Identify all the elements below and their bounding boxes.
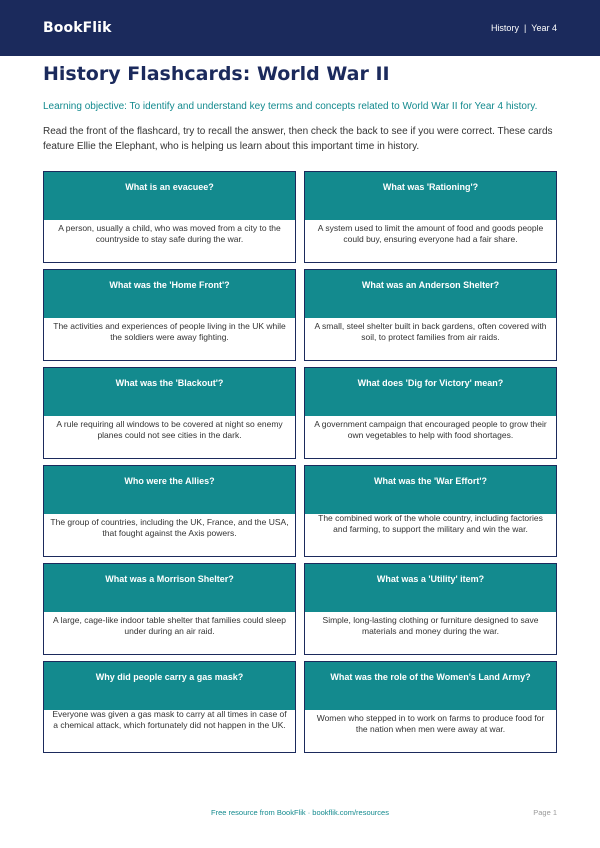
flashcard-back: A system used to limit the amount of food and goods people could buy, ensuring everyone had a fair share. xyxy=(317,223,544,244)
flashcard-front: What was an Anderson Shelter? xyxy=(305,270,556,318)
page-header xyxy=(0,0,600,56)
flashcard-front: What was the role of the Women's Land Army? xyxy=(305,662,556,710)
flashcard[interactable] xyxy=(43,563,296,655)
flashcard-back: A large, cage-like indoor table shelter that families could sleep under during an air raid. xyxy=(53,615,286,636)
flashcard-front: Why did people carry a gas mask? xyxy=(44,662,295,710)
flashcard-front: What was the 'Home Front'? xyxy=(44,270,295,318)
flashcard[interactable] xyxy=(304,563,557,655)
flashcard[interactable] xyxy=(304,171,557,263)
flashcard-back: A person, usually a child, who was moved from a city to the countryside to stay safe during the war. xyxy=(58,223,281,244)
flashcard-back: A rule requiring all windows to be covered at night so enemy planes could not see cities in the dark. xyxy=(56,419,283,440)
flashcard-front: What was a Morrison Shelter? xyxy=(44,564,295,612)
flashcard-front: What was the 'Blackout'? xyxy=(44,368,295,416)
flashcard[interactable] xyxy=(304,269,557,361)
breadcrumb-year: Year 4 xyxy=(531,23,557,33)
page-footer xyxy=(0,808,600,820)
flashcard-back: Women who stepped in to work on farms to produce food for the nation when men were away at war. xyxy=(316,713,545,734)
flashcard-back: The combined work of the whole country, including factories and farming, to support the military and win the war. xyxy=(318,513,543,534)
flashcard-front: Who were the Allies? xyxy=(44,466,295,514)
flashcard-front: What does 'Dig for Victory' mean? xyxy=(305,368,556,416)
page-title: History Flashcards: World War II xyxy=(43,63,390,85)
flashcard[interactable] xyxy=(304,465,557,557)
intro-text: Read the front of the flashcard, try to recall the answer, then check the back to see if you were correct. These cards feature Ellie the Elephant, who is helping us learn about this important time in history. xyxy=(43,126,553,152)
page-number: Page 1 xyxy=(533,808,557,817)
flashcard-front: What was 'Rationing'? xyxy=(305,172,556,220)
flashcard[interactable] xyxy=(43,367,296,459)
flashcard-back: The group of countries, including the UK, France, and the USA, that fought against the Axis powers. xyxy=(50,517,289,538)
flashcard[interactable] xyxy=(43,465,296,557)
flashcard-back: A small, steel shelter built in back gardens, often covered with soil, to protect families from air raids. xyxy=(314,321,547,342)
flashcard[interactable] xyxy=(43,171,296,263)
footer-resource-link[interactable]: Free resource from BookFlik · bookflik.com/resources xyxy=(211,808,389,817)
flashcard-front: What was the 'War Effort'? xyxy=(305,466,556,514)
breadcrumb-separator: | xyxy=(523,23,527,33)
flashcard-back: The activities and experiences of people living in the UK while the soldiers were away fighting. xyxy=(53,321,286,342)
breadcrumb xyxy=(491,23,557,33)
breadcrumb-subject: History xyxy=(490,23,519,33)
flashcard[interactable] xyxy=(43,661,296,753)
flashcard-front: What is an evacuee? xyxy=(44,172,295,220)
learning-objective: Learning objective: To identify and understand key terms and concepts related to World War II for Year 4 history. xyxy=(43,101,538,112)
flashcard[interactable] xyxy=(43,269,296,361)
flashcard[interactable] xyxy=(304,661,557,753)
flashcard-back: Everyone was given a gas mask to carry at all times in case of a chemical attack, which fortunately did not happen in the UK. xyxy=(52,709,287,730)
brand-logo[interactable]: BookFlik xyxy=(43,20,112,36)
flashcard[interactable] xyxy=(304,367,557,459)
flashcard-front: What was a 'Utility' item? xyxy=(305,564,556,612)
flashcard-back: A government campaign that encouraged people to grow their own vegetables to help with food shortages. xyxy=(314,419,547,440)
flashcard-back: Simple, long-lasting clothing or furniture designed to save materials and money during the war. xyxy=(322,615,539,636)
